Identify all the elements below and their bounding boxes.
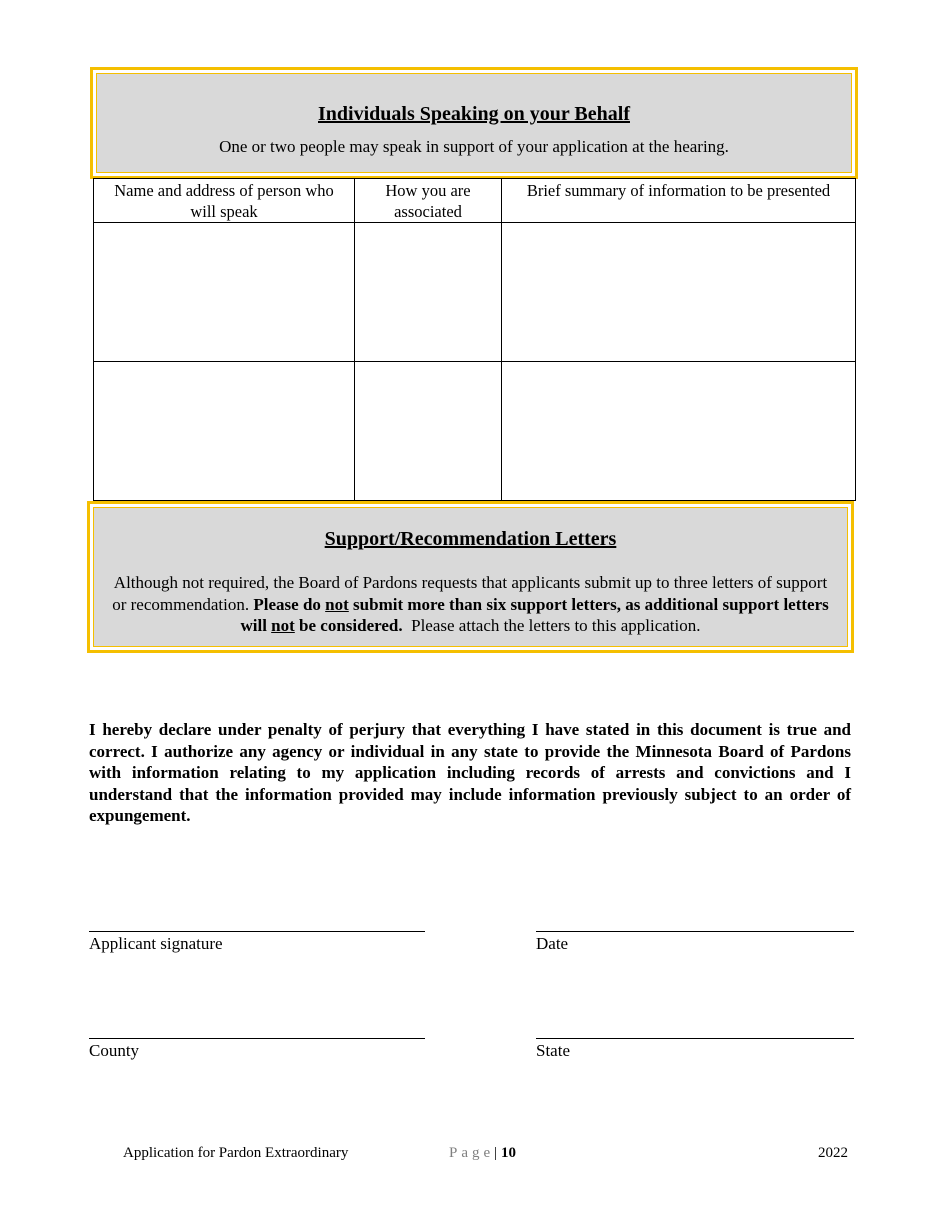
county-label: County <box>89 1041 140 1060</box>
applicant-signature-line[interactable] <box>89 931 425 932</box>
table-header-row <box>94 179 856 223</box>
letters-warning-3: be considered. <box>299 616 403 635</box>
footer-year: 2022 <box>818 1145 848 1161</box>
letters-warning-1: Please do <box>253 594 321 614</box>
speakers-section-subtitle: One or two people may speak in support of your application at the hearing. <box>219 137 729 156</box>
letters-text-intro: Although not required, the Board of Pardons requests that applicants submit up to three letters of support or recommendation. <box>112 573 828 614</box>
footer-page-value: 10 <box>500 1145 516 1161</box>
footer-document-title: Application for Pardon Extraordinary <box>123 1145 349 1161</box>
column-header-summary: Brief summary of information to be presented <box>502 179 856 223</box>
letters-warning-2: submit more than six support letters, as additional support letters will <box>240 594 829 635</box>
letters-not-2: not <box>271 616 295 635</box>
applicant-signature-label: Applicant signature <box>89 934 223 953</box>
letters-section <box>87 501 854 653</box>
date-line[interactable] <box>536 931 854 932</box>
speakers-table <box>93 178 856 501</box>
speaker-2-summary-cell[interactable] <box>502 362 856 501</box>
speaker-1-association-cell[interactable] <box>355 223 502 362</box>
speaker-1-name-cell[interactable] <box>94 223 355 362</box>
column-header-name-address: Name and address of person who will speak <box>94 179 355 223</box>
table-row <box>94 223 856 362</box>
letters-attach-note: Please attach the letters to this application. <box>411 616 701 635</box>
column-header-association: How you are associated <box>355 179 502 223</box>
perjury-declaration: I hereby declare under penalty of perjury that everything I have stated in this document is true and correct. I authorize any agency or individual in any state to provide the Minnesota Board of Pardons with information relating to my application including records of arrests and convictions and I understand that the information provided may include information previously subject to an order of expungement. <box>89 720 851 825</box>
state-label: State <box>536 1041 570 1060</box>
date-label: Date <box>536 934 569 953</box>
speaker-2-name-cell[interactable] <box>94 362 355 501</box>
footer-page-word: Page <box>449 1145 495 1161</box>
letters-section-text <box>110 572 831 637</box>
speaker-2-association-cell[interactable] <box>355 362 502 501</box>
speaker-1-summary-cell[interactable] <box>502 223 856 362</box>
state-line[interactable] <box>536 1038 854 1039</box>
letters-section-title: Support/Recommendation Letters <box>324 528 617 550</box>
letters-not-1: not <box>325 594 349 614</box>
county-line[interactable] <box>89 1038 425 1039</box>
footer-page-number: Page| 10 <box>449 1145 516 1161</box>
speakers-section-title: Individuals Speaking on your Behalf <box>318 103 630 125</box>
table-row <box>94 362 856 501</box>
speakers-section-header <box>90 67 858 179</box>
